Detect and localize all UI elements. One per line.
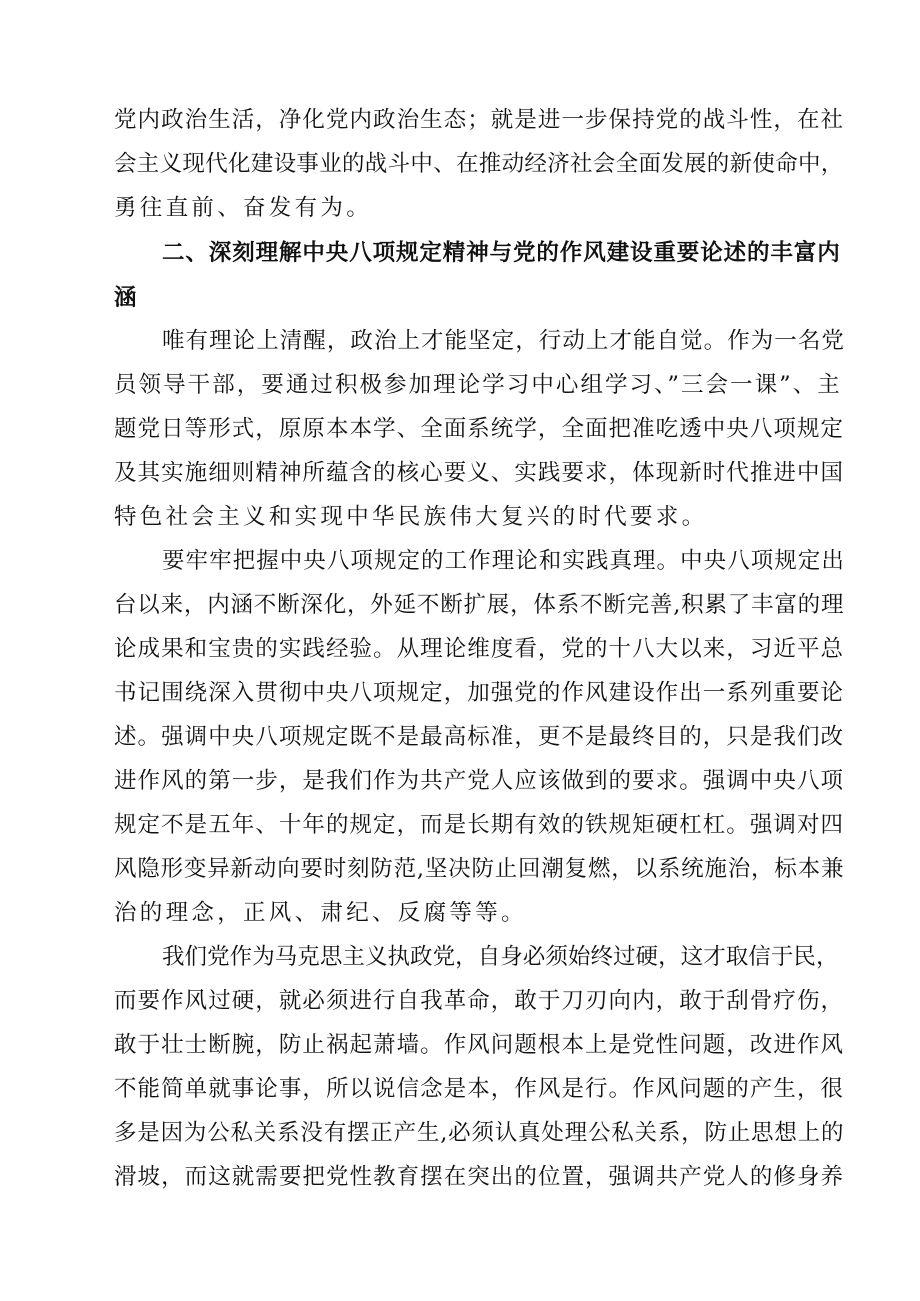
text-line: 员领导干部，要通过积极参加理论学习中心组学习、”三会一课”、主: [114, 372, 842, 398]
text-line: 勇往直前、奋发有为。: [114, 195, 373, 221]
text-line: 规定不是五年、十年的规定，而是长期有效的铁规矩硬杠杠。强调对四: [114, 812, 845, 838]
text-line: 论成果和宝贵的实践经验。从理论维度看，党的十八大以来，习近平总: [114, 636, 845, 662]
text-line: 书记围绕深入贯彻中央八项规定，加强党的作风建设作出一系列重要论: [114, 680, 845, 706]
text-line: 台以来，内涵不断深化，外延不断扩展，体系不断完善,积累了丰富的理: [114, 592, 845, 618]
paragraph-first-line: 我们党作为马克思主义执政党，自身必须始终过硬，这才取信于民，: [162, 944, 839, 970]
text-line: 题党日等形式，原原本本学、全面系统学，全面把准吃透中央八项规定: [114, 416, 845, 442]
paragraph-first-line: 要牢牢把握中央八项规定的工作理论和实践真理。中央八项规定出: [162, 548, 845, 574]
text-line: 不能简单就事论事，所以说信念是本，作风是行。作风问题的产生，很: [114, 1076, 845, 1102]
section-heading: 二、深刻理解中央八项规定精神与党的作风建设重要论述的丰富内: [162, 240, 841, 266]
section-heading-continuation: 涵: [114, 285, 138, 311]
text-line: 进作风的第一步，是我们作为共产党人应该做到的要求。强调中央八项: [114, 768, 845, 794]
text-line: 风隐形变异新动向要时刻防范,坚决防止回潮复燃，以系统施治，标本兼: [114, 856, 845, 882]
text-line: 会主义现代化建设事业的战斗中、在推动经济社会全面发展的新使命中，: [114, 151, 844, 177]
text-line: 滑坡，而这就需要把党性教育摆在突出的位置，强调共产党人的修身养: [114, 1164, 845, 1190]
text-line: 敢于壮士断腕，防止祸起萧墙。作风问题根本上是党性问题，改进作风: [114, 1032, 845, 1058]
text-line: 述。强调中央八项规定既不是最高标准，更不是最终目的，只是我们改: [114, 724, 845, 750]
text-line: 治的理念，正风、肃纪、反腐等等。: [114, 900, 527, 926]
text-line: 特色社会主义和实现中华民族伟大复兴的时代要求。: [114, 504, 708, 530]
paragraph-first-line: 唯有理论上清醒，政治上才能坚定，行动上才能自觉。作为一名党: [162, 328, 845, 354]
text-line: 多是因为公私关系没有摆正产生,必须认真处理公私关系，防止思想上的: [114, 1120, 845, 1146]
text-line: 党内政治生活，净化党内政治生态；就是进一步保持党的战斗性，在社: [114, 107, 845, 133]
text-line: 而要作风过硬，就必须进行自我革命，敢于刀刃向内，敢于刮骨疗伤，: [114, 988, 845, 1014]
text-line: 及其实施细则精神所蕴含的核心要义、实践要求，体现新时代推进中国: [114, 460, 845, 486]
